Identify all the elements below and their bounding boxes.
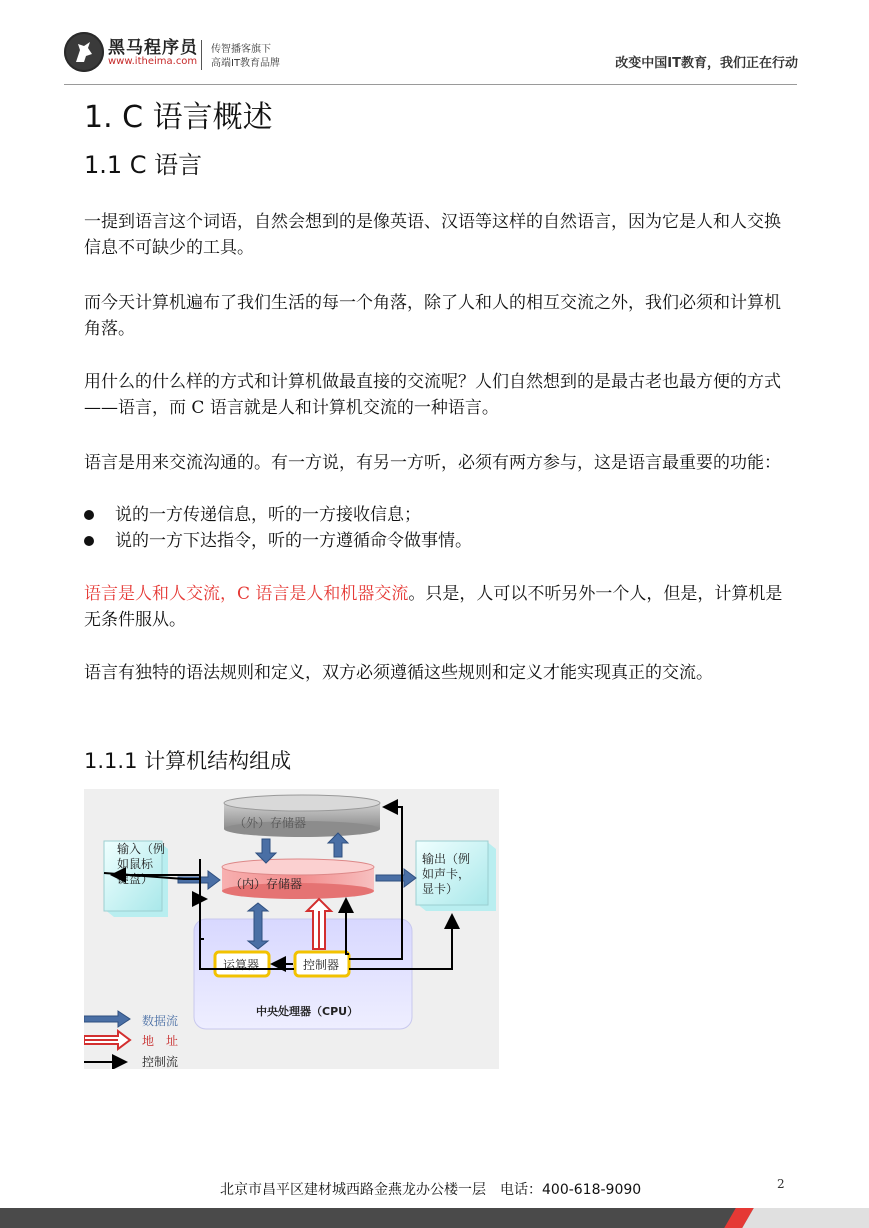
footer-address: 北京市昌平区建材城西路金燕龙办公楼一层 电话：400-618-9090	[220, 1182, 642, 1198]
legend-address-label: 地 址	[142, 1034, 179, 1048]
brand-tagline-2: 高端IT教育品牌	[211, 58, 281, 69]
bullet-item	[84, 502, 784, 528]
controller-label: 控制器	[303, 958, 340, 972]
paragraph-5	[84, 581, 784, 633]
input-label-line-3: 键盘）	[117, 872, 154, 886]
logo-horse-icon	[64, 32, 104, 72]
legend	[84, 1011, 178, 1069]
paragraph-4: 语言是用来交流沟通的。有一方说，有另一方听，必须有两方参与，这是语言最重要的功能：	[84, 453, 781, 473]
subsection-title: 1.1.1 计算机结构组成	[84, 749, 292, 773]
logo-divider	[201, 40, 202, 70]
bullet-text: 说的一方下达指令，听的一方遵循命令做事情。	[115, 531, 472, 551]
legend-control-label: 控制流	[142, 1055, 179, 1069]
footer-accent-light	[742, 1208, 869, 1228]
page-number: 2	[777, 1177, 785, 1191]
section-title: 1.1 C 语言	[84, 151, 203, 179]
cpu-label: 中央处理器（CPU）	[256, 1005, 359, 1018]
brand-url: www.itheima.com	[108, 56, 198, 67]
input-label-line-1: 输入（例	[117, 842, 166, 856]
paragraph-2: 而今天计算机遍布了我们生活的每一个角落，除了人和人的相互交流之外，我们必须和计算机角落。	[84, 293, 781, 339]
output-label-line-2: 如声卡，	[422, 867, 471, 881]
paragraph-5-rest: 。只是，人可以不听另外一个人，但是，计算机是无条件服从。	[84, 584, 783, 630]
highlight-text: 语言是人和人交流，C 语言是人和机器交流	[84, 584, 409, 604]
bullet-dot-icon	[84, 510, 94, 520]
bullet-dot-icon	[84, 536, 94, 546]
output-label-line-1: 输出（例	[422, 852, 471, 866]
paragraph-6: 语言有独特的语法规则和定义，双方必须遵循这些规则和定义才能实现真正的交流。	[84, 663, 713, 683]
alu-label: 运算器	[223, 958, 260, 972]
bullet-item	[84, 528, 784, 554]
internal-storage-label: （内）存储器	[230, 877, 303, 891]
header-divider	[64, 84, 797, 85]
paragraph-3: 用什么的什么样的方式和计算机做最直接的交流呢？人们自然想到的是最古老也最方便的方式——语言，而 C 语言就是人和计算机交流的一种语言。	[84, 372, 781, 418]
chapter-title: 1. C 语言概述	[84, 100, 273, 135]
computer-structure-diagram	[84, 789, 499, 1069]
header-slogan: 改变中国IT教育，我们正在行动	[615, 56, 798, 71]
external-storage-label: （外）存储器	[234, 816, 307, 830]
legend-data-icon	[84, 1011, 130, 1027]
paragraph-1: 一提到语言这个词语，自然会想到的是像英语、汉语等这样的自然语言，因为它是人和人交换信息不可缺少的工具。	[84, 212, 781, 258]
bullet-text: 说的一方传递信息，听的一方接收信息；	[115, 505, 421, 525]
legend-data-label: 数据流	[142, 1014, 179, 1028]
brand-tagline-1: 传智播客旗下	[211, 44, 271, 55]
output-label-line-3: 显卡）	[422, 882, 459, 896]
legend-address-icon	[84, 1031, 130, 1049]
brand-name: 黑马程序员	[108, 38, 198, 58]
input-label-line-2: 如鼠标	[117, 857, 154, 871]
